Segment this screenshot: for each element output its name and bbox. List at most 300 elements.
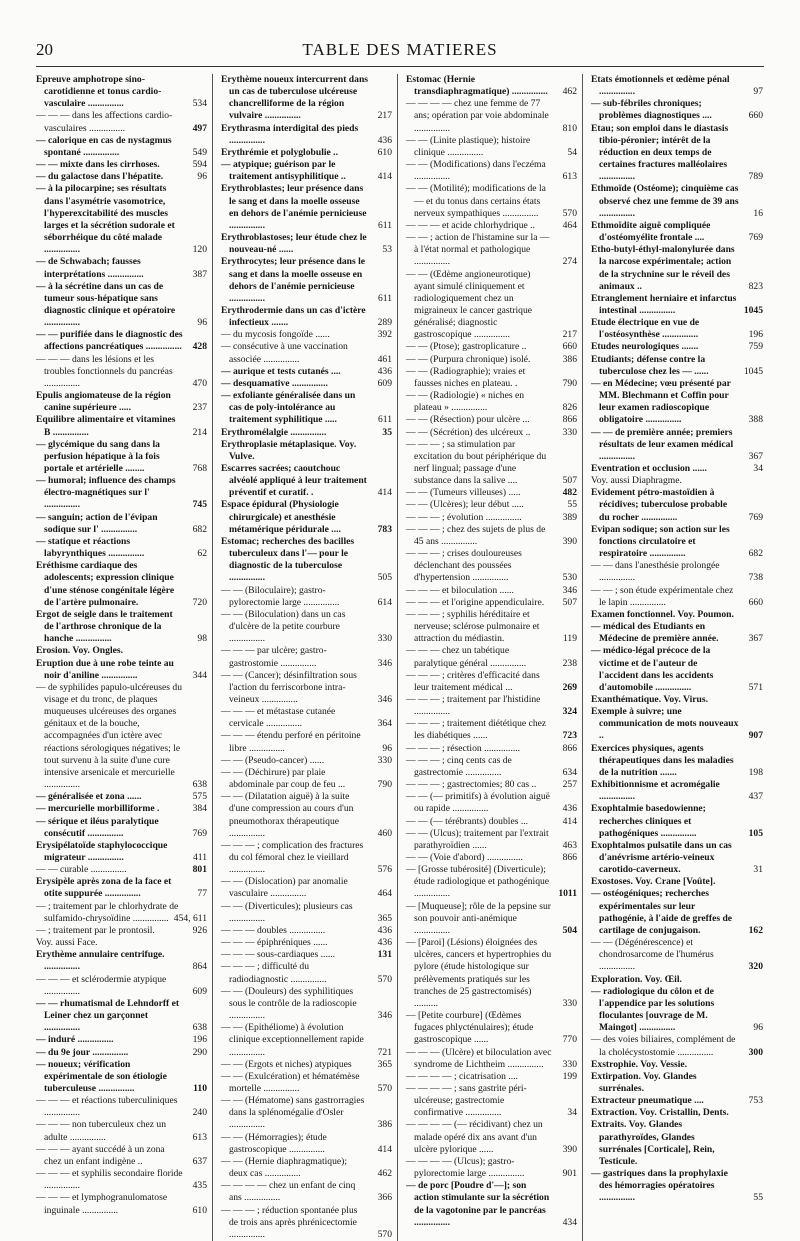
index-entry [36,135,207,159]
entry-text: — — (Modifications) dans l'eczéma ............... [406,159,546,183]
entry-page-number: 436 [377,924,392,936]
entry-text: — — — et l'origine appendiculaire. [406,596,545,608]
entry-text: — à la pilocarpine; ses résultats dans l'asymétrie vasomotrice, l'hyperexcitabilité des muscles larges et la sécrétion sudorale et séborrhéique du côté malade ............... [36,183,175,256]
index-entry [36,864,207,876]
index-column-3 [406,74,583,1241]
index-entry [221,256,392,305]
index-entry [221,1059,392,1071]
entry-text: Escarres sacrées; caoutchouc alvéolé appliqué à leur traitement préventif et curatif. . [221,463,367,499]
index-entry [36,1059,207,1095]
entry-text: — statique et réactions labyrynthiques ............... [36,535,145,560]
entry-text: Extraits. Voy. Glandes parathyroïdes, Glandes surrénales [Corticale], Rein, Testicule. [591,1119,715,1167]
entry-page-number: 611 [377,219,392,231]
entry-page-number: 660 [562,341,577,353]
entry-text: — — (Œdème angioneurotique) ayant simulé cliniquement et radiologiquement chez un migraineux le cancer gastrique généralisé; diagnostic gastroscopique ............... [406,268,533,341]
index-entry [221,949,392,961]
index-entry [591,888,763,937]
entry-text: — — (Dilatation aiguë) à la suite d'une compression au cours d'un pneumothorax thérapeutique ............... [221,791,354,839]
index-entry [591,1071,763,1095]
entry-text: — — (Biloculation) dans un cas d'ulcère de la petite courbure ............... [221,608,346,645]
entry-text: — — — par ulcère; gastro-gastrostomie ............... [221,645,327,669]
entry-page-number: 866 [562,414,577,426]
index-entry [406,135,577,159]
index-entry [591,974,763,986]
index-entry [406,755,577,779]
entry-page-number: 237 [192,402,207,414]
index-entry [221,1022,392,1058]
index-entry [36,536,207,560]
index-entry [36,281,207,330]
entry-text: Eruption due à une robe teinte au noir d'aniline ............... [36,657,174,681]
entry-text: — — — dans les affections cardio-vasculaires ............... [36,110,173,134]
entry-page-number: 723 [562,730,577,742]
entry-text: Equilibre alimentaire et vitamines B ............... [36,414,176,438]
entry-page-number: 611 [377,414,392,426]
entry-page-number: 34 [753,463,763,474]
entry-text: — — — ayant succédé à un zona chez un enfant indigène .. [36,1143,165,1167]
index-column-1 [36,74,213,1241]
index-entry [221,925,392,937]
entry-page-number: 614 [377,596,392,608]
index-entry [406,427,577,439]
entry-text: — humoral; influence des champs électro-magnétiques sur l' ............... [36,475,176,511]
entry-page-number: 549 [192,146,207,158]
index-entry [406,585,577,597]
entry-text: Etudiants; défense contre la tuberculose chez les — ...... [591,353,709,377]
entry-text: Estomac (Hernie transdiaphragmatique) ............... [406,74,548,98]
index-entry [406,220,577,232]
entry-page-number: 390 [562,535,577,547]
index-entry [36,74,207,110]
index-entry [406,1071,577,1083]
entry-text: — — (Exulcération) et hématémèse mortelle ............... [221,1070,360,1094]
entry-page-number: 330 [377,633,392,645]
entry-page-number: 414 [562,815,577,827]
entry-page-number: 31 [753,864,763,876]
index-entry [591,585,763,609]
entry-text: Evidement pétro-mastoïdien à récidives; tuberculose probable du rocher ............... [591,487,728,523]
entry-text: Examen fonctionnel. Voy. Poumon. [591,608,734,620]
index-entry [406,670,577,694]
entry-text: — généralisée et zona ...... [36,791,142,803]
entry-page-number: 436 [377,937,392,949]
entry-page-number: 257 [562,779,577,791]
index-entry [591,694,763,706]
entry-text: — — — et acide chlorhydrique .. [406,219,535,231]
index-entry [406,937,577,1010]
entry-page-number: 62 [197,548,207,560]
entry-page-number: 534 [192,98,207,110]
index-entry [406,390,577,414]
index-entry [36,475,207,511]
index-entry [406,499,577,511]
entry-page-number: 1011 [558,888,577,900]
index-entry [591,743,763,779]
index-entry [406,548,577,584]
index-entry [221,840,392,876]
entry-page-number: 507 [562,596,577,608]
entry-text: — desquamative ............... [221,377,328,389]
index-entry [591,463,763,475]
entry-text: — [Grosse tubérosité] (Diverticule); étude radiologique et pathogénique ............... [406,864,550,900]
entry-page-number: 365 [377,1058,392,1070]
index-entry [591,1059,763,1071]
index-entry [221,645,392,669]
entry-page-number: 131 [377,949,392,961]
entry-page-number: 613 [562,171,577,183]
entry-text: — — — — (Ulcus); gastro-pylorectomie large ............... [406,1155,525,1180]
index-entry [221,767,392,791]
entry-page-number: 611 [377,292,392,304]
entry-page-number: 386 [562,353,577,365]
entry-text: — aurique et tests cutanés .... [221,365,341,377]
entry-text: — — ; action de l'histamine sur la — à l'état normal et pathologique ............... [406,232,550,268]
entry-text: — — rhumatismal de Lehndorff et Leiner chez un garçonnet ............... [36,997,180,1034]
entry-text: — — (Diverticules); plusieurs cas ............... [221,900,353,924]
index-entry [221,1156,392,1180]
entry-page-number: 365 [377,912,392,924]
entry-page-number: 769 [192,827,207,839]
entry-page-number: 428 [192,341,207,353]
entry-page-number: 384 [192,803,207,815]
entry-text: — — (Douleurs) des syphilitiques sous le contrôle de la radioscopie ............... [221,985,357,1022]
index-entry [591,475,763,487]
entry-text: — — (Dégénérescence) et chondrosarcome de l'humérus ............... [591,937,714,973]
entry-page-number: 464 [562,219,577,231]
index-entry [221,1205,392,1241]
entry-text: — — — sous-cardiaques ...... [221,949,336,961]
entry-text: — ostéogéniques; recherches expérimentales sur leur pathogénie, à l'aide de greffes de cartilage de conjugaison. [591,888,733,936]
index-entry [36,609,207,645]
index-entry [591,524,763,560]
index-entry [36,658,207,682]
entry-text: Erythrocytes; leur présence dans le sang et dans la moelle osseuse en dehors de l'anémie pernicieuse ............... [221,256,366,304]
entry-page-number: 217 [377,110,392,122]
entry-page-number: 505 [377,572,392,584]
index-entry [406,694,577,718]
entry-text: — — (Radiologie) « niches en plateau » ............... [406,390,525,414]
entry-text: — [Muqueuse]; rôle de la pepsine sur son pouvoir anti-anémique ............... [406,900,551,936]
entry-text: — consécutive à une vaccination associée ............... [221,341,348,365]
index-entry [221,183,392,232]
index-entry [591,341,763,353]
index-entry [406,232,577,268]
entry-page-number: 826 [562,402,577,414]
entry-text: — — (Tumeurs villeuses) ..... [406,487,521,499]
entry-page-number: 110 [193,1082,207,1094]
index-entry [591,378,763,427]
entry-text: Eréthisme cardiaque des adolescents; expression clinique d'une sténose congénitale légère de l'artère pulmonaire. [36,560,175,608]
index-entry [221,147,392,159]
entry-page-number: 507 [562,475,577,487]
entry-page-number: 769 [748,511,763,523]
entry-page-number: 926 [192,924,207,936]
index-entry [591,621,763,645]
entry-text: — — — chez un tabétique paralytique général ............... [406,645,527,669]
entry-text: — sérique et iléus paralytique consécutif ............... [36,815,159,839]
entry-page-number: 77 [197,888,207,900]
index-entry [221,123,392,147]
index-entry [221,536,392,585]
entry-page-number: 576 [377,864,392,876]
entry-text: Exophtalmos pulsatile dans un cas d'anévrisme artério-veineux carotido-caverneux. [591,839,732,876]
index-entry [36,816,207,840]
entry-page-number: 35 [382,426,392,438]
entry-page-number: 53 [382,244,392,256]
entry-text: Erythroblastes; leur présence dans le sang et dans la moelle osseuse en dehors de l'anémie pernicieuse ............... [221,183,367,231]
entry-text: — médical des Etudiants en Médecine de première année. [591,621,719,645]
index-entry [406,1047,577,1071]
entry-text: — [Petite courbure] (Œdèmes fugaces phlycténulaires); étude gastroscopique ...... [406,1010,534,1046]
entry-text: — sub-fébriles chroniques; problèmes diagnostiques .... [591,98,712,122]
entry-page-number: 720 [192,596,207,608]
entry-text: Erythrodermie dans un cas d'ictère infectieux ....... [221,304,366,329]
index-entry [591,293,763,317]
entry-text: Estomac; recherches des bacilles tuberculeux dans l'— pour le diagnostic de la tuberculose ............... [221,535,355,584]
index-entry [406,98,577,134]
entry-text: — — — ; chez des sujets de plus de 45 ans ............... [406,523,546,547]
index-entry [406,183,577,219]
entry-page-number: 738 [748,572,763,584]
index-entry [406,718,577,742]
entry-page-number: 864 [192,961,207,973]
index-entry [36,183,207,256]
entry-page-number: 866 [562,852,577,863]
entry-text: — — (— térébrants) doubles ... [406,815,529,827]
entry-page-number: 214 [192,426,207,438]
index-entry [221,876,392,900]
index-entry [36,171,207,183]
index-entry [36,645,207,657]
entry-text: Exstrophie. Voy. Vessie. [591,1058,688,1070]
entry-text: Etho-butyl-éthyl-malonylurée dans la narcose expérimentale; action de la strychnine sur le réveil des animaux .. [591,244,735,292]
entry-text: — atypique; guérison par le traitement antisyphilitique .. [221,159,346,183]
entry-page-number: 96 [197,171,207,183]
entry-text: — du 9e jour ............... [36,1046,129,1058]
entry-text: — — (Résection) pour ulcère ... [406,414,530,426]
index-entry [36,560,207,609]
entry-text: — — (Ulcus); traitement par l'extrait parathyroïdien ...... [406,827,549,851]
entry-text: Etats émotionnels et œdème pénal ............... [591,74,730,98]
entry-text: — — — ; difficulté du radiodiagnostic ............... [221,961,327,985]
index-entry [36,682,207,791]
index-entry [36,974,207,998]
entry-page-number: 346 [377,1010,392,1022]
entry-text: — — dans l'anesthésie prolongée ............... [591,560,720,584]
entry-page-number: 367 [748,450,763,462]
index-entry [36,1192,207,1216]
entry-text: — — — ; sa stimulation par excitation du bout périphérique du nerf lingual; passage d'une substance dans la salive .... [406,438,547,487]
entry-page-number: 390 [562,1143,577,1155]
index-entry [406,269,577,342]
entry-page-number: 238 [562,657,577,669]
index-entry [406,743,577,755]
index-entry [591,803,763,839]
entry-text: Epreuve amphotrope sino-carotidienne et tonus cardio-vasculaire ............... [36,74,162,110]
index-entry [406,828,577,852]
index-entry [406,901,577,937]
entry-page-number: 217 [562,329,577,341]
entry-page-number: 55 [567,499,577,511]
entry-page-number: 753 [748,1095,763,1107]
entry-page-number: 435 [192,1180,207,1192]
entry-text: — — (Pseudo-cancer) ...... [221,754,325,766]
index-entry [221,609,392,645]
index-entry [406,864,577,900]
index-entry [221,305,392,329]
entry-text: — glycémique du sang dans la perfusion hépatique à la fois portale et artérielle ........ [36,438,160,474]
entry-page-number: 320 [748,961,763,973]
index-entry [221,74,392,123]
index-entry [221,378,392,390]
index-entry [36,390,207,414]
entry-text: — — (Biloculaire); gastro-pylorectomie large ............... [221,584,340,608]
entry-text: — — — ; résection ............... [406,742,521,754]
entry-text: — — — et lymphogranulomatose inguinale ............... [36,1192,168,1216]
entry-text: — sanguin; action de l'évipan sodique sur l' ............... [36,511,158,535]
entry-text: Extirpation. Voy. Glandes surrénales. [591,1070,697,1094]
entry-text: — — (Ergots et niches) atypiques [221,1058,352,1070]
index-entry [221,341,392,365]
index-entry [221,706,392,730]
entry-page-number: 634 [562,766,577,778]
entry-text: — — (Motilité); modifications de la — et du tonus dans certains états nerveux sympathiques ............... [406,183,546,219]
entry-page-number: 366 [377,1192,392,1204]
index-entry [221,1132,392,1156]
entry-page-number: 682 [192,523,207,535]
index-entry [36,354,207,390]
entry-page-number: 609 [192,985,207,997]
index-columns [36,74,768,1240]
entry-page-number: 274 [562,256,577,268]
index-entry [591,317,763,341]
entry-page-number: 411 [192,852,207,863]
index-entry [406,1180,577,1229]
entry-text: — — (Cancer); désinfiltration sous l'action du ferriscorbone intra-veineux ............... [221,669,357,705]
entry-page-number: 389 [562,511,577,523]
entry-page-number: 269 [562,681,577,693]
entry-page-number: 613 [192,1131,207,1143]
entry-text: — — — et biloculation ...... [406,584,514,596]
entry-text: Erosion. Voy. Ongles. [36,645,123,657]
index-entry [406,159,577,183]
entry-page-number: 462 [562,86,577,98]
index-entry [36,414,207,438]
index-entry [591,840,763,876]
entry-page-number: 901 [562,1168,577,1180]
entry-page-number: 386 [377,1119,392,1131]
entry-page-number: 790 [377,779,392,791]
index-entry [221,439,392,463]
entry-text: Erythème annulaire centrifuge. ............... [36,949,165,973]
entry-text: Exploration. Voy. Œil. [591,973,682,985]
entry-page-number: 414 [377,1143,392,1155]
entry-page-number: 638 [192,1022,207,1034]
index-entry [406,1083,577,1119]
entry-page-number: 120 [192,244,207,256]
entry-page-number: 594 [192,159,207,171]
entry-page-number: 346 [377,693,392,705]
index-entry [221,329,392,341]
entry-page-number: 610 [377,146,392,158]
entry-text: — — — ; syphilis héréditaire et nerveuse; sclérose pulmonaire et attraction du médiastin. [406,608,540,645]
entry-page-number: 637 [192,1155,207,1167]
entry-text: Exercices physiques, agents thérapeutiques dans les maladies de la nutrition ....... [591,742,734,778]
entry-text: — — — (Ulcère) et biloculation avec syndrome de Lichtheim ............... [406,1046,552,1070]
index-entry [591,876,763,888]
entry-text: — — curable ............... [36,864,127,876]
index-entry [406,414,577,426]
entry-page-number: 790 [562,377,577,389]
index-entry [406,1119,577,1155]
page-header [36,40,764,67]
entry-page-number: 346 [377,657,392,669]
entry-page-number: 504 [562,924,577,936]
entry-page-number: 105 [748,827,763,839]
entry-text: — de Schwabach; fausses interprétations ............... [36,256,144,280]
entry-page-number: 162 [748,924,763,936]
entry-text: — calorique en cas de nystagmus spontané ............... [36,134,172,158]
index-entry [36,937,207,949]
entry-page-number: 196 [748,329,763,341]
entry-text: — — — doubles ............... [221,924,326,936]
entry-page-number: 330 [562,997,577,1009]
entry-text: — — — — chez une femme de 77 ans; opération par voie abdominale ............... [406,98,549,134]
entry-text: — — — ; crises douloureuses déclenchant des poussées d'hypertension ............... [406,548,522,584]
index-entry [591,220,763,244]
index-entry [221,901,392,925]
index-column-2 [221,74,398,1241]
index-entry [591,244,763,293]
index-entry [406,439,577,488]
entry-page-number: 55 [753,1192,763,1204]
entry-text: Extraction. Voy. Cristallin, Dents. [591,1107,729,1119]
entry-text: Ethmoïde (Ostéome); cinquième cas observé chez une femme de 39 ans ............... [591,183,739,219]
entry-page-number: 346 [562,584,577,596]
entry-page-number: 34 [567,1107,577,1119]
entry-text: Espace épidural (Physiologie chirurgicale) et anesthésie métamérique péridurale .... [221,499,341,535]
entry-text: — [Paroi] (Lésions) éloignées des ulcères, cancers et hypertrophies du pylore (étude histologique sur prélèvements pratiqués sur les tranches de 25 gastrectomisés) .......... [406,937,552,1009]
entry-page-number: 801 [192,864,207,876]
index-entry [36,1119,207,1143]
entry-page-number: 638 [192,779,207,791]
entry-page-number: 745 [192,499,207,511]
index-entry [221,463,392,499]
index-entry [221,585,392,609]
entry-text: Erysipélatoïde staphylococcique migrateur ............... [36,839,168,863]
index-entry [36,1034,207,1046]
entry-text: Exemple à suivre; une communication de mots nouveaux .. [591,706,739,742]
entry-text: Etranglement herniaire et infarctus intestinal ............... [591,292,737,316]
entry-text: Ethmoïdite aiguë compliquée d'ostéomyélite frontale .... [591,219,711,244]
index-entry [221,986,392,1022]
entry-page-number: 783 [377,523,392,535]
index-entry [591,74,763,98]
entry-page-number: 570 [377,973,392,985]
index-entry [36,512,207,536]
entry-text: — — — ; réduction spontanée plus de trois ans après phrénicectomie ............... [221,1204,358,1240]
entry-text: — — (Ulcères); leur début ..... [406,499,524,511]
entry-text: — — ; son étude expérimentale chez le lapin ............... [591,584,734,608]
index-entry [591,487,763,523]
page-number: 20 [36,40,53,59]
index-entry [36,439,207,475]
index-entry [591,427,763,463]
index-entry [221,366,392,378]
entry-page-number: 290 [192,1046,207,1058]
entry-page-number: 570 [377,1228,392,1240]
entry-page-number: 54 [567,146,577,158]
